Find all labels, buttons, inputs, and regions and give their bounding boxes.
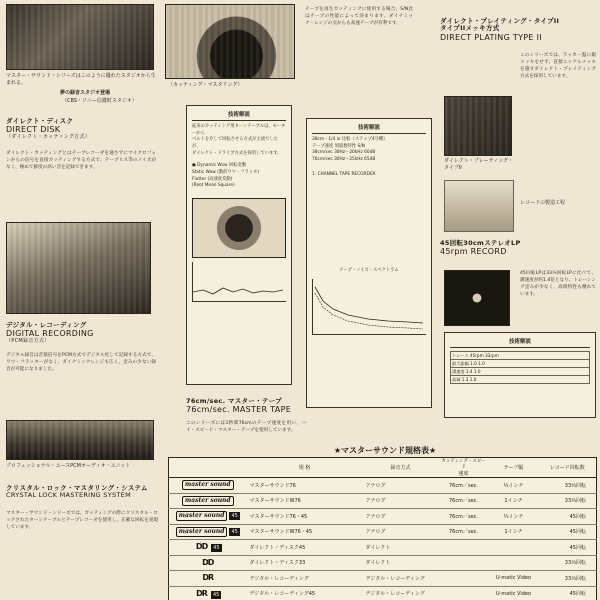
comparison-table (450, 351, 590, 384)
spec-speed: 76cm／sec. (439, 524, 489, 540)
direct-disk-jp: ダイレクト・ディスク (6, 117, 74, 125)
spec-logo (169, 540, 247, 556)
spec-logo (169, 524, 247, 540)
tech-line: Static Wow (動的ワウ・フラッタ) (192, 169, 260, 175)
spec-tape (489, 555, 539, 571)
plating-caption: ダイレクト・プレーティング・タイプII (444, 158, 514, 171)
tech-line: (Root Mean Square) (192, 183, 235, 189)
spec-name: マスターサウンド76・45 (247, 509, 363, 525)
wow-graph-svg (193, 262, 285, 302)
spec-rpm: 45回転 (539, 540, 597, 556)
tech-line: 1. CHANNEL TAPE RECORDER (312, 171, 376, 177)
spec-method: ダイレクト (363, 555, 439, 571)
rpm45-jp: 45回転30cmステレオLP (440, 239, 521, 247)
spec-rpm: 45回転 (539, 586, 597, 600)
spec-tape: ½インチ (489, 478, 539, 494)
studio-subcaption: 夢の録音スタジオ登場 (60, 90, 111, 96)
spec-name: デジタル・レコーディング45 (247, 586, 363, 600)
spec-speed: 76cm／sec. (439, 493, 489, 509)
spec-tape: U-matic Video (489, 586, 539, 600)
spec-table-title: ★マスターサウンド規格表★ (333, 446, 437, 455)
crystal-en: CRYSTAL LOCK MASTERING SYSTEM (6, 491, 131, 500)
rpm45-badge-icon: 45 (213, 545, 220, 552)
spec-row (169, 586, 597, 600)
studio-note: （CBS・ソニー信濃町スタジオ） (62, 98, 137, 104)
cutting-lathe-photo (6, 222, 151, 314)
spec-header-method: 録音方式 (363, 458, 439, 478)
tech-box-turntable (186, 105, 292, 385)
spec-row (169, 478, 597, 494)
turntable-diagram (192, 198, 286, 258)
spec-row (169, 493, 597, 509)
turntable-photo (165, 4, 295, 79)
spec-table (168, 457, 597, 600)
spec-row (169, 571, 597, 587)
spec-rpm: 33⅓回転 (539, 555, 597, 571)
series-logo-icon: master sound (176, 527, 228, 537)
spec-header-cutting: カッティング・スピード (441, 459, 486, 470)
spec-row (169, 524, 597, 540)
spec-method: アナログ (363, 493, 439, 509)
pcm-caption: プロフェッショナル・ユースPCMオーディオ・ユニット (6, 463, 131, 469)
spec-tape: 1インチ (489, 493, 539, 509)
spec-tape: U-matic Video (489, 571, 539, 587)
series-logo-icon: DD (195, 542, 208, 552)
spec-tape: 1インチ (489, 524, 539, 540)
rpm45-badge-icon: 45 (212, 591, 220, 598)
spec-tape (489, 540, 539, 556)
wow-graph (192, 262, 286, 302)
spec-name: マスターサウンドW76・45 (247, 524, 363, 540)
tech-line: テープ・ノイズ・スペクトラム (339, 268, 399, 274)
spec-name: ダイレクト・ディスク33 (247, 555, 363, 571)
studio-photo (6, 4, 154, 70)
spec-row (169, 509, 597, 525)
spec-speed: 76cm／sec. (439, 478, 489, 494)
tape76-text: このシリーズには1秒間76cmのテープ速度を用い、ハイ・スピード・マスター・テープを使用しています。 (186, 421, 306, 434)
table-cell: 高域 1.3 1.0 (451, 376, 590, 384)
table-cell: 溝速度 1.4 1.0 (451, 368, 590, 376)
tape76-jp: 76cm/sec. マスター・テープ (186, 397, 282, 405)
plating-jp2: タイプIIメッキ方式 (440, 24, 500, 33)
crystal-heading (6, 485, 161, 500)
turntable-caption: （カッティング・マスタリング） (168, 82, 243, 88)
record-process-photo (444, 180, 514, 232)
spec-header-logo (169, 458, 247, 478)
direct-disk-sub: （ダイレクト・カッティング方式） (6, 133, 91, 140)
tape76-en: 76cm/sec. MASTER TAPE (186, 405, 292, 415)
spec-name: ダイレクト・ディスク45 (247, 540, 363, 556)
spec-method: デジタル・レコーディング (363, 571, 439, 587)
tech-line: テープ速度 周波数特性 S/N (312, 143, 365, 149)
rpm45-en: 45rpm RECORD (440, 247, 507, 257)
tech-box-title: 技術解説 (450, 337, 590, 348)
spec-header-speed (439, 458, 489, 478)
plating-jp: ダイレクト・プレイティング・タイプII (440, 17, 560, 25)
spec-logo (169, 555, 247, 571)
series-logo-icon: DR (196, 588, 207, 598)
direct-disk-text: ダイレクト・カッティングとはテープレコーダを通さずにマイクロフォンからの信号を直接カッティングする方式で、テープヒス等のノイズがなく、極めて鮮度の高い音を記録できます。 (6, 151, 156, 171)
tech-line: ● Dynamic Wow 回転変動 (192, 163, 247, 169)
tech-line: ベルトを介して回転させる方式が主流でしたが、 (192, 137, 278, 149)
spec-logo (169, 586, 247, 600)
spec-header-record: レコード回転数 (539, 458, 597, 478)
spec-row (169, 555, 597, 571)
spec-speed (439, 586, 489, 600)
spec-rpm: 33⅓回転 (539, 493, 597, 509)
spec-speed (439, 555, 489, 571)
rpm45-badge-icon: 45 (231, 528, 238, 535)
table-cell: トレース 45rpm 33rpm (451, 352, 590, 360)
tech-line: 76cm/sec 30Hz〜25kHz 65dB (312, 156, 376, 162)
spec-method: デジタル・レコーディング (363, 586, 439, 600)
crystal-jp: クリスタル・ロック・マスタリング・システム (6, 484, 148, 492)
noise-spectrum-graph (312, 279, 426, 335)
spec-rpm: 45回転 (539, 524, 597, 540)
tech-line: 従来のカッティング用ターンテーブルは、モーターから (192, 124, 286, 136)
spec-name: デジタル・レコーディング (247, 571, 363, 587)
studio-caption: マスター・サウンド・シリーズはこのように優れたスタジオから生まれる。 (6, 73, 156, 86)
spec-method: アナログ (363, 524, 439, 540)
digital-text: デジタル録音は音楽信号をPCM方式でデジタル化して記録する方式で、ワウ・フラッターがなく、ダイナミックレンジも広く、歪みの少ない録音が可能になりました。 (6, 353, 156, 373)
plating-heading (440, 18, 598, 42)
tech-line: 38cm・1/4 in 比較（ステップ4号機） (312, 137, 388, 142)
spec-rpm: 33⅓回転 (539, 571, 597, 587)
series-logo-icon: master sound (176, 511, 228, 521)
rpm45-heading (440, 240, 598, 257)
spec-rpm: 45回転 (539, 509, 597, 525)
noise-spectrum-svg (313, 279, 425, 335)
spec-logo (169, 478, 247, 494)
spec-header-speed-label: 速度 (458, 471, 469, 477)
digital-jp: デジタル・レコーディング (6, 321, 87, 329)
spec-table-body (169, 478, 597, 600)
direct-disk-heading (6, 118, 156, 140)
spec-header-tape: テープ幅 (489, 458, 539, 478)
plating-text: このシリーズでは、ラッカー盤に銀メッキをせず、直接ニッケルメッキを施すダイレクト・プレイティング方式を採用しています。 (520, 53, 596, 80)
spec-name: マスターサウンドW76 (247, 493, 363, 509)
record-caption: レコードの製造工程 (520, 200, 566, 206)
spec-method: アナログ (363, 478, 439, 494)
plating-photo (444, 96, 512, 156)
spec-logo (169, 493, 247, 509)
pcm-unit-photo (6, 420, 154, 460)
series-logo-icon: DD (202, 557, 214, 567)
tech-line: 38cm/sec 30Hz〜20kHz 60dB (312, 150, 376, 156)
series-logo-icon: DR (202, 573, 214, 583)
spec-logo (169, 571, 247, 587)
spec-rpm: 33⅓回転 (539, 478, 597, 494)
tech-box-tape (306, 118, 432, 408)
spec-header-standard: 規 格 (247, 458, 363, 478)
spec-speed (439, 540, 489, 556)
plating-en: DIRECT PLATING TYPE II (440, 32, 542, 42)
tech-box-title: 技術解説 (312, 123, 426, 134)
spec-logo (169, 509, 247, 525)
tech-box-45rpm (444, 332, 596, 418)
middle-text: テープを再生カッティングに使用する場合、S/N比はテープの性能によって決まります。ダイナミック・レンジの点からも高速テープが有利です。 (305, 7, 413, 27)
spec-method: アナログ (363, 509, 439, 525)
digital-en: DIGITAL RECORDING (6, 329, 94, 339)
spec-speed: 76cm／sec. (439, 509, 489, 525)
tech-line: Flutter (高速度変動) (192, 176, 233, 182)
direct-disk-en: DIRECT DISK (6, 125, 61, 135)
table-cell: 最大振幅 1.0 1.0 (451, 360, 590, 368)
series-logo-icon: master sound (182, 496, 234, 506)
record-photo (444, 270, 510, 326)
spec-row (169, 540, 597, 556)
spec-name: マスターサウンド76 (247, 478, 363, 494)
tape76-heading (186, 398, 296, 415)
series-logo-icon: master sound (182, 480, 234, 490)
digital-heading (6, 322, 156, 344)
spec-method: ダイレクト (363, 540, 439, 556)
rpm45-badge-icon: 45 (231, 513, 238, 520)
tech-box-title: 技術解説 (192, 110, 286, 121)
spec-speed (439, 571, 489, 587)
tech-line: ダイレクト・ドライブ方式を採用しています。 (192, 150, 282, 156)
digital-sub: （PCM録音方式） (6, 337, 50, 344)
crystal-text: マスター・サウンド・シリーズでは、カッティングの際にクリスタル・ロックされたターンテーブルとテープレコーダを使用し、正確な回転を実現しています。 (6, 511, 158, 531)
spec-tape: ½インチ (489, 509, 539, 525)
spec-header-row (169, 458, 597, 478)
rpm45-text: 45回転LPは33⅓回転LPに比べて、溝速度が約1.4倍となり、トレーシング歪みが少なく、高域特性も優れています。 (520, 271, 596, 298)
